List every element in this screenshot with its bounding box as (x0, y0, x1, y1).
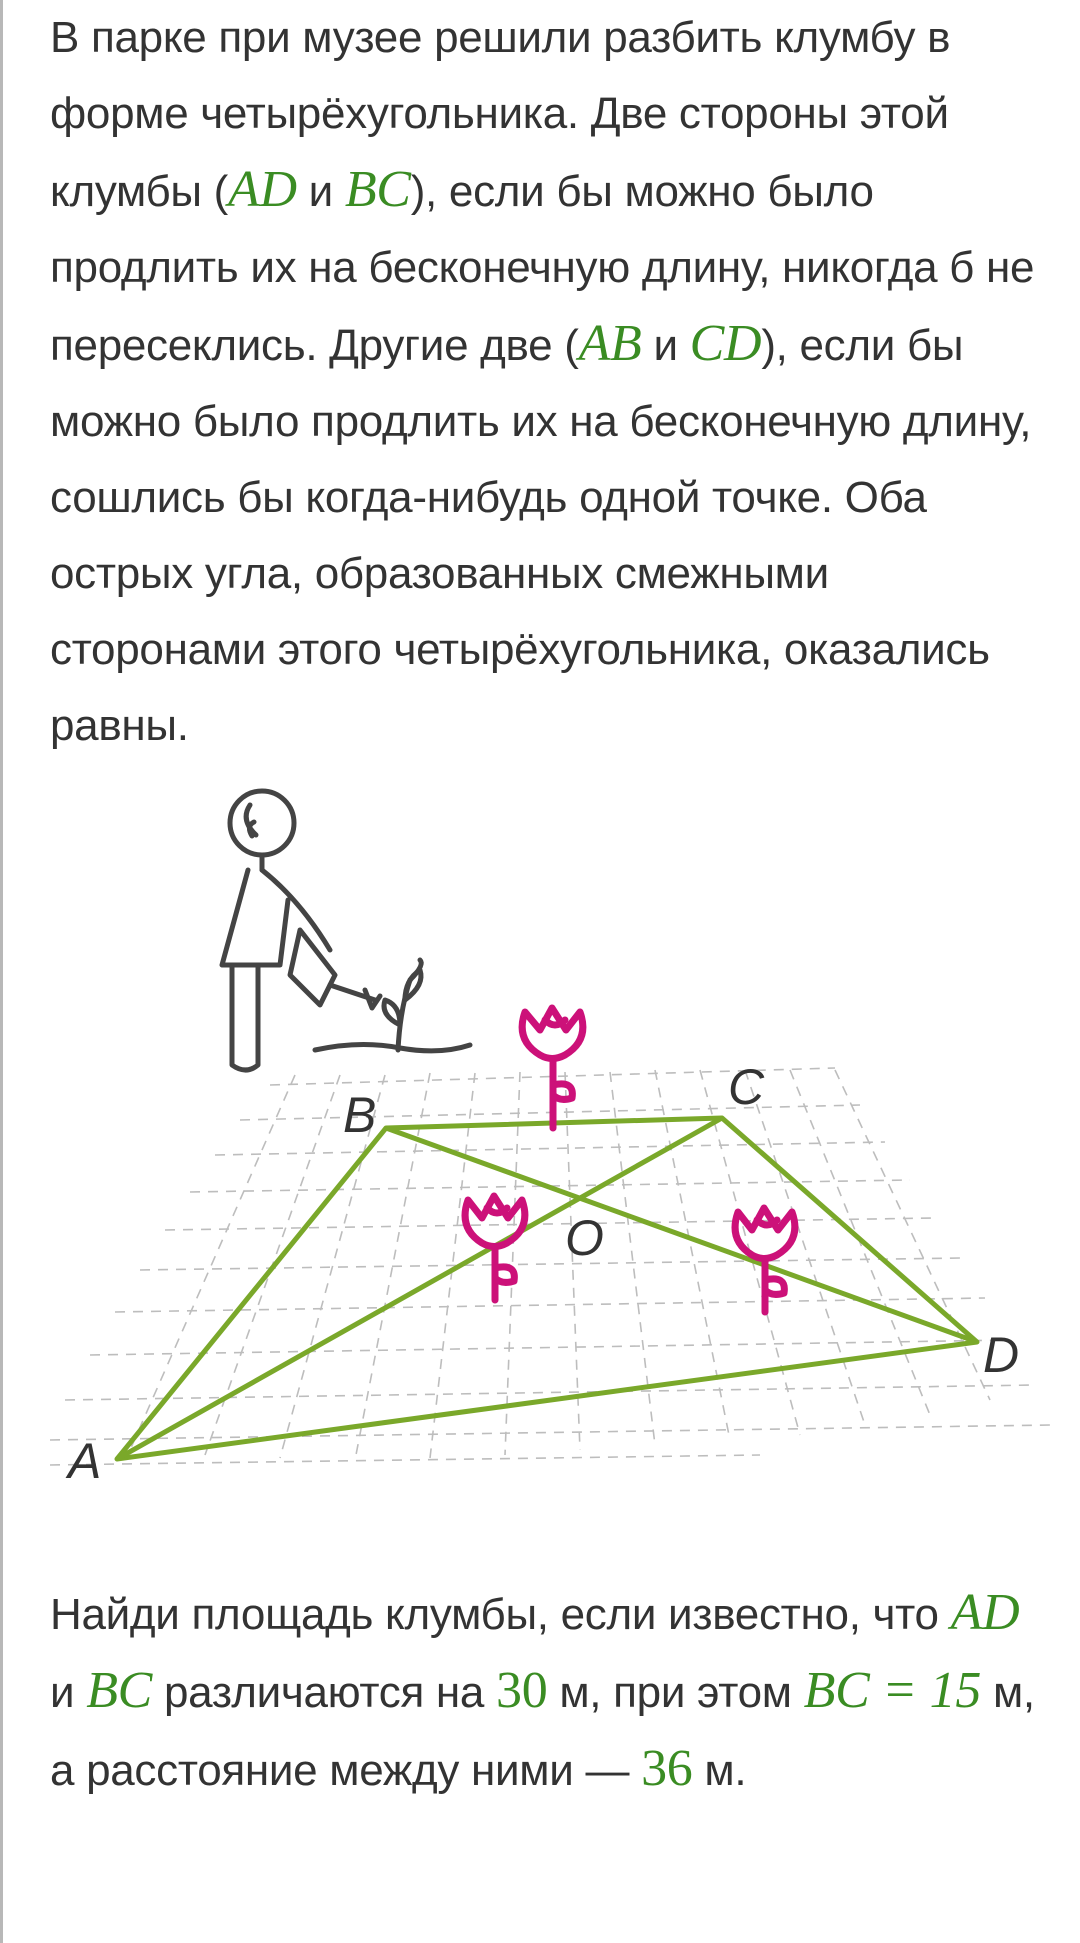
sprout-icon (315, 960, 470, 1051)
label-o: O (565, 1210, 604, 1266)
label-c: C (728, 1059, 765, 1115)
math-ad: AD (227, 161, 297, 218)
math-ad: AD (950, 1584, 1020, 1641)
question-text-3: различаются на (152, 1668, 496, 1717)
label-d: D (983, 1327, 1020, 1383)
gardener-icon (222, 791, 330, 1070)
number-30: 30 (496, 1662, 548, 1719)
math-bc: BC (86, 1662, 153, 1719)
label-b: B (343, 1087, 377, 1143)
trapezoid-abcd (117, 1118, 977, 1459)
intro-text-4: и (641, 321, 690, 370)
flowerbed-figure (0, 770, 1080, 1510)
problem-intro (50, 0, 1050, 764)
intro-text-1: В парке при музее решили разбить клумбу в форме четырёхугольника. Две стороны этой клумбы ( (50, 13, 951, 216)
flowerbed-diagram (0, 770, 1080, 1510)
problem-question (50, 1575, 1050, 1809)
intro-text-2: и (296, 167, 345, 216)
label-a: A (68, 1433, 102, 1489)
question-text-2: и (50, 1668, 87, 1717)
watering-can-icon (290, 930, 380, 1008)
rose-icon (465, 1196, 525, 1300)
question-text-4: м, при этом (547, 1668, 804, 1717)
question-text-6: м. (692, 1746, 747, 1795)
number-36: 36 (641, 1740, 693, 1797)
rose-icon (522, 1008, 583, 1128)
math-ab: AB (578, 315, 642, 372)
intro-text-3: ), если бы можно было продлить их на бесконечную длину, никогда б не пересеклись. Другие две ( (50, 167, 1035, 370)
math-cd: CD (689, 315, 762, 372)
intro-text-5: ), если бы можно было продлить их на бесконечную длину, сошлись бы когда-нибудь одной точке. Оба острых угла, образованных смежными сторонами этого четырёхугольника, оказались равны. (50, 321, 1032, 750)
math-bc: BC (344, 161, 411, 218)
question-text-1: Найди площадь клумбы, если известно, что (50, 1590, 951, 1639)
question-text-5: м, а расстояние между ними — (50, 1668, 1035, 1795)
math-bc-equals-15: BC = 15 (803, 1662, 982, 1719)
diagonal-ac (117, 1118, 722, 1459)
